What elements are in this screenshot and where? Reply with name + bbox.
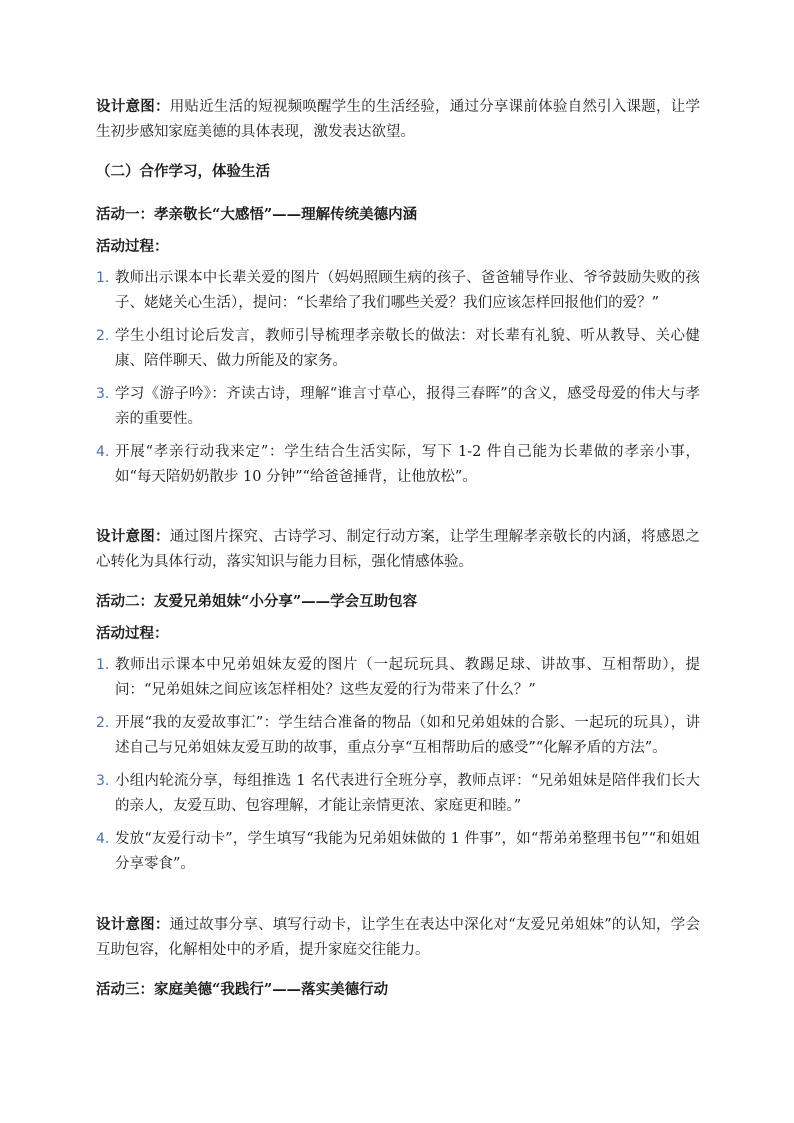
list-number: 2. — [96, 715, 110, 731]
list-text: 学习《游子吟》：齐读古诗，理解“谁言寸草心，报得三春晖”的含义，感受母爱的伟大与孝亲的重要性。 — [115, 386, 700, 427]
list-number: 3. — [96, 773, 110, 789]
intro-intent — [96, 94, 700, 145]
activity1-intent — [96, 524, 700, 575]
activity-heading: 活动一：孝亲敬长“大感悟”——理解传统美德内涵 — [96, 206, 418, 223]
activity1-steps — [96, 266, 700, 490]
intent-text: 通过故事分享、填写行动卡，让学生在表达中深化对“友爱兄弟姐妹”的认知，学会互助包容，化解相处中的矛盾，提升家庭交往能力。 — [96, 917, 701, 958]
section-heading: （二）合作学习，体验生活 — [96, 163, 270, 180]
list-text: 小组内轮流分享，每组推选 1 名代表进行全班分享，教师点评：“兄弟姐妹是陪伴我们长大的亲人，友爱互助、包容理解，才能让亲情更浓、家庭更和睦。” — [115, 773, 700, 814]
list-item — [96, 324, 700, 374]
activity-heading: 活动二：友爱兄弟姐妹“小分享”——学会互助包容 — [96, 593, 418, 610]
intent-text: 用贴近生活的短视频唤醒学生的生活经验，通过分享课前体验自然引入课题，让学生初步感知家庭美德的具体表现，激发表达欲望。 — [96, 99, 700, 140]
list-text: 教师出示课本中长辈关爱的图片（妈妈照顾生病的孩子、爸爸辅导作业、爷爷鼓励失败的孩子、姥姥关心生活），提问：“长辈给了我们哪些关爱？我们应该怎样回报他们的爱？” — [115, 270, 700, 311]
activity2-intent — [96, 912, 700, 963]
list-number: 4. — [96, 831, 110, 847]
list-item — [96, 266, 700, 316]
process-label: 活动过程： — [96, 238, 169, 255]
activity2-steps — [96, 653, 700, 877]
list-item — [96, 769, 700, 819]
list-item — [96, 827, 700, 877]
list-number: 1. — [96, 657, 110, 673]
list-item — [96, 440, 700, 490]
list-text: 学生小组讨论后发言，教师引导梳理孝亲敬长的做法：对长辈有礼貌、听从教导、关心健康、陪伴聊天、做力所能及的家务。 — [115, 328, 700, 369]
list-number: 1. — [96, 270, 110, 286]
intent-label: 设计意图： — [96, 98, 170, 115]
list-number: 4. — [96, 444, 110, 460]
list-text: 开展“我的友爱故事汇”：学生结合准备的物品（如和兄弟姐妹的合影、一起玩的玩具），讲述自己与兄弟姐妹友爱互助的故事，重点分享“互相帮助后的感受”“化解矛盾的方法”。 — [115, 715, 700, 756]
list-item — [96, 653, 700, 703]
list-number: 2. — [96, 328, 110, 344]
activity-heading: 活动三：家庭美德“我践行”——落实美德行动 — [96, 981, 389, 998]
list-text: 教师出示课本中兄弟姐妹友爱的图片（一起玩玩具、教踢足球、讲故事、互相帮助），提问：“兄弟姐妹之间应该怎样相处？这些友爱的行为带来了什么？” — [115, 657, 700, 698]
list-item — [96, 382, 700, 432]
intent-label: 设计意图： — [96, 916, 170, 933]
list-text: 发放“友爱行动卡”，学生填写“我能为兄弟姐妹做的 1 件事”，如“帮弟弟整理书包”“和姐姐分享零食”。 — [115, 831, 700, 872]
process-label: 活动过程： — [96, 625, 169, 642]
list-text: 开展“孝亲行动我来定”：学生结合生活实际，写下 1-2 件自己能为长辈做的孝亲小事，如“每天陪奶奶散步 10 分钟”“给爸爸捶背，让他放松”。 — [115, 444, 700, 485]
list-item — [96, 711, 700, 761]
intent-label: 设计意图： — [96, 528, 170, 545]
list-number: 3. — [96, 386, 110, 402]
intent-text: 通过图片探究、古诗学习、制定行动方案，让学生理解孝亲敬长的内涵，将感恩之心转化为具体行动，落实知识与能力目标，强化情感体验。 — [96, 529, 700, 570]
